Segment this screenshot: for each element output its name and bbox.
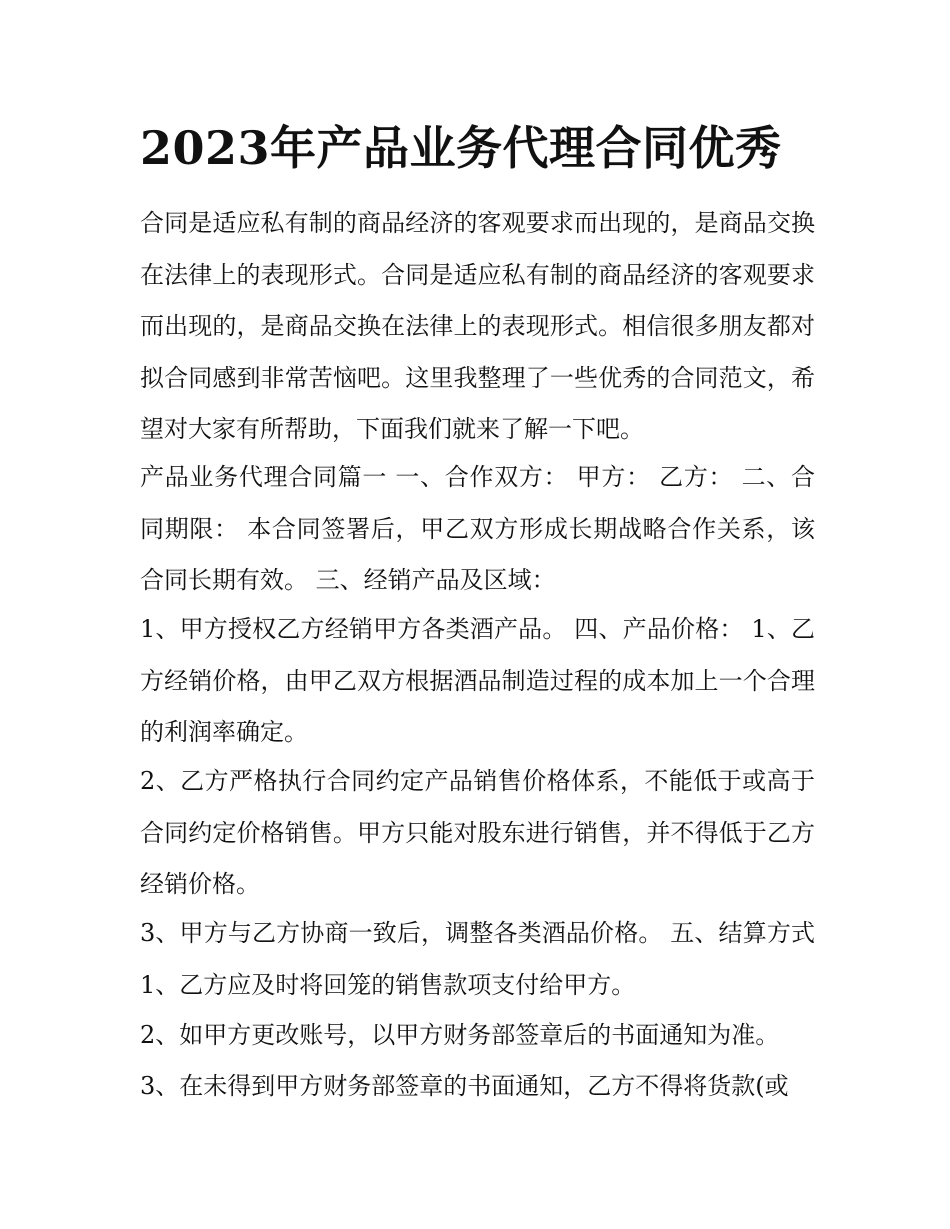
paragraph-price-2: 2、乙方严格执行合同约定产品销售价格体系，不能低于或高于合同约定价格销售。甲方只能对股东进行销售，并不得低于乙方经销价格。 <box>140 767 815 898</box>
paragraph-price-1: 1、甲方授权乙方经销甲方各类酒产品。 四、产品价格： 1、乙方经销价格，由甲乙双方根据酒品制造过程的成本加上一个合理的利润率确定。 <box>140 615 815 746</box>
paragraph-intro: 合同是适应私有制的商品经济的客观要求而出现的，是商品交换在法律上的表现形式。合同是适应私有制的商品经济的客观要求而出现的，是商品交换在法律上的表现形式。相信很多朋友都对拟合同感到非常苦恼吧。这里我整理了一些优秀的合同范文，希望对大家有所帮助，下面我们就来了解一下吧。 <box>140 209 815 443</box>
paragraph-parties-term: 产品业务代理合同篇一 一、合作双方： 甲方： 乙方： 二、合同期限： 本合同签署后，甲乙双方形成长期战略合作关系，该合同长期有效。 三、经销产品及区域： <box>140 463 815 594</box>
paragraph-price-3-settlement: 3、甲方与乙方协商一致后，调整各类酒品价格。 五、结算方式 1、乙方应及时将回笼的销售款项支付给甲方。 <box>140 919 815 999</box>
paragraph-settlement-2: 2、如甲方更改账号，以甲方财务部签章后的书面通知为准。 <box>140 1021 780 1049</box>
document-title: 2023年产品业务代理合同优秀 <box>140 121 782 175</box>
paragraph-settlement-3: 3、在未得到甲方财务部签章的书面通知，乙方不得将货款(或 <box>140 1072 789 1100</box>
